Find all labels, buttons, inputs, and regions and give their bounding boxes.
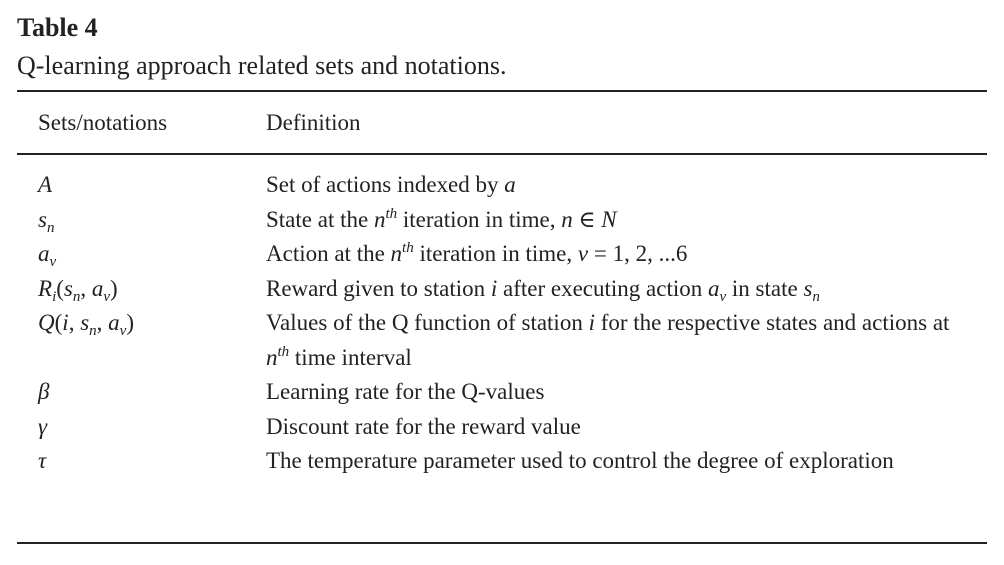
notation-symbol: τ: [38, 448, 47, 473]
notation-symbol: Q(i, $s_n$, $a_v$): [38, 310, 134, 339]
notation-definition: Values of the Q function of station i for the respective states and actions at $n^{th}$ time interval: [266, 310, 950, 370]
notation-symbol: $s_n$: [38, 206, 55, 236]
notation-definition: The temperature parameter used to control the degree of exploration: [266, 448, 894, 473]
notation-definition: Reward given to station i after executing action $a_v$ in state $s_n$: [266, 275, 820, 305]
notation-definition: Discount rate for the reward value: [266, 413, 581, 439]
table-row: [0, 272, 1004, 307]
column-header-sets-notations: Sets/notations: [38, 110, 168, 135]
table-label: Table 4: [17, 13, 98, 42]
table-row: [0, 375, 1004, 410]
table-body: [0, 168, 1004, 479]
table-row: [0, 168, 1004, 203]
table-row: [0, 410, 1004, 445]
notation-definition: Set of actions indexed by a: [266, 172, 516, 197]
table-caption: Q-learning approach related sets and notations.: [17, 51, 507, 80]
table-row: [0, 237, 1004, 272]
top-rule: [17, 90, 987, 92]
column-header-definition: Definition: [266, 110, 361, 135]
notation-definition: Learning rate for the Q-values: [266, 379, 545, 404]
table-row: [0, 444, 1004, 479]
notation-symbol: $a_v$: [38, 241, 57, 270]
notation-symbol: $R_i(s_n$, $a_v$): [38, 275, 118, 305]
bottom-rule: [17, 542, 987, 544]
header-rule: [17, 153, 987, 155]
table-row: [0, 203, 1004, 238]
notation-symbol: β: [38, 379, 50, 404]
table-row: [0, 306, 1004, 375]
notation-definition: State at the $n^{th}$ iteration in time, n ∈ N: [266, 205, 617, 232]
notation-definition: Action at the $n^{th}$ iteration in time, v = 1, 2, ...6: [266, 240, 688, 266]
notation-symbol: A: [38, 172, 53, 197]
notation-symbol: γ: [38, 413, 48, 439]
